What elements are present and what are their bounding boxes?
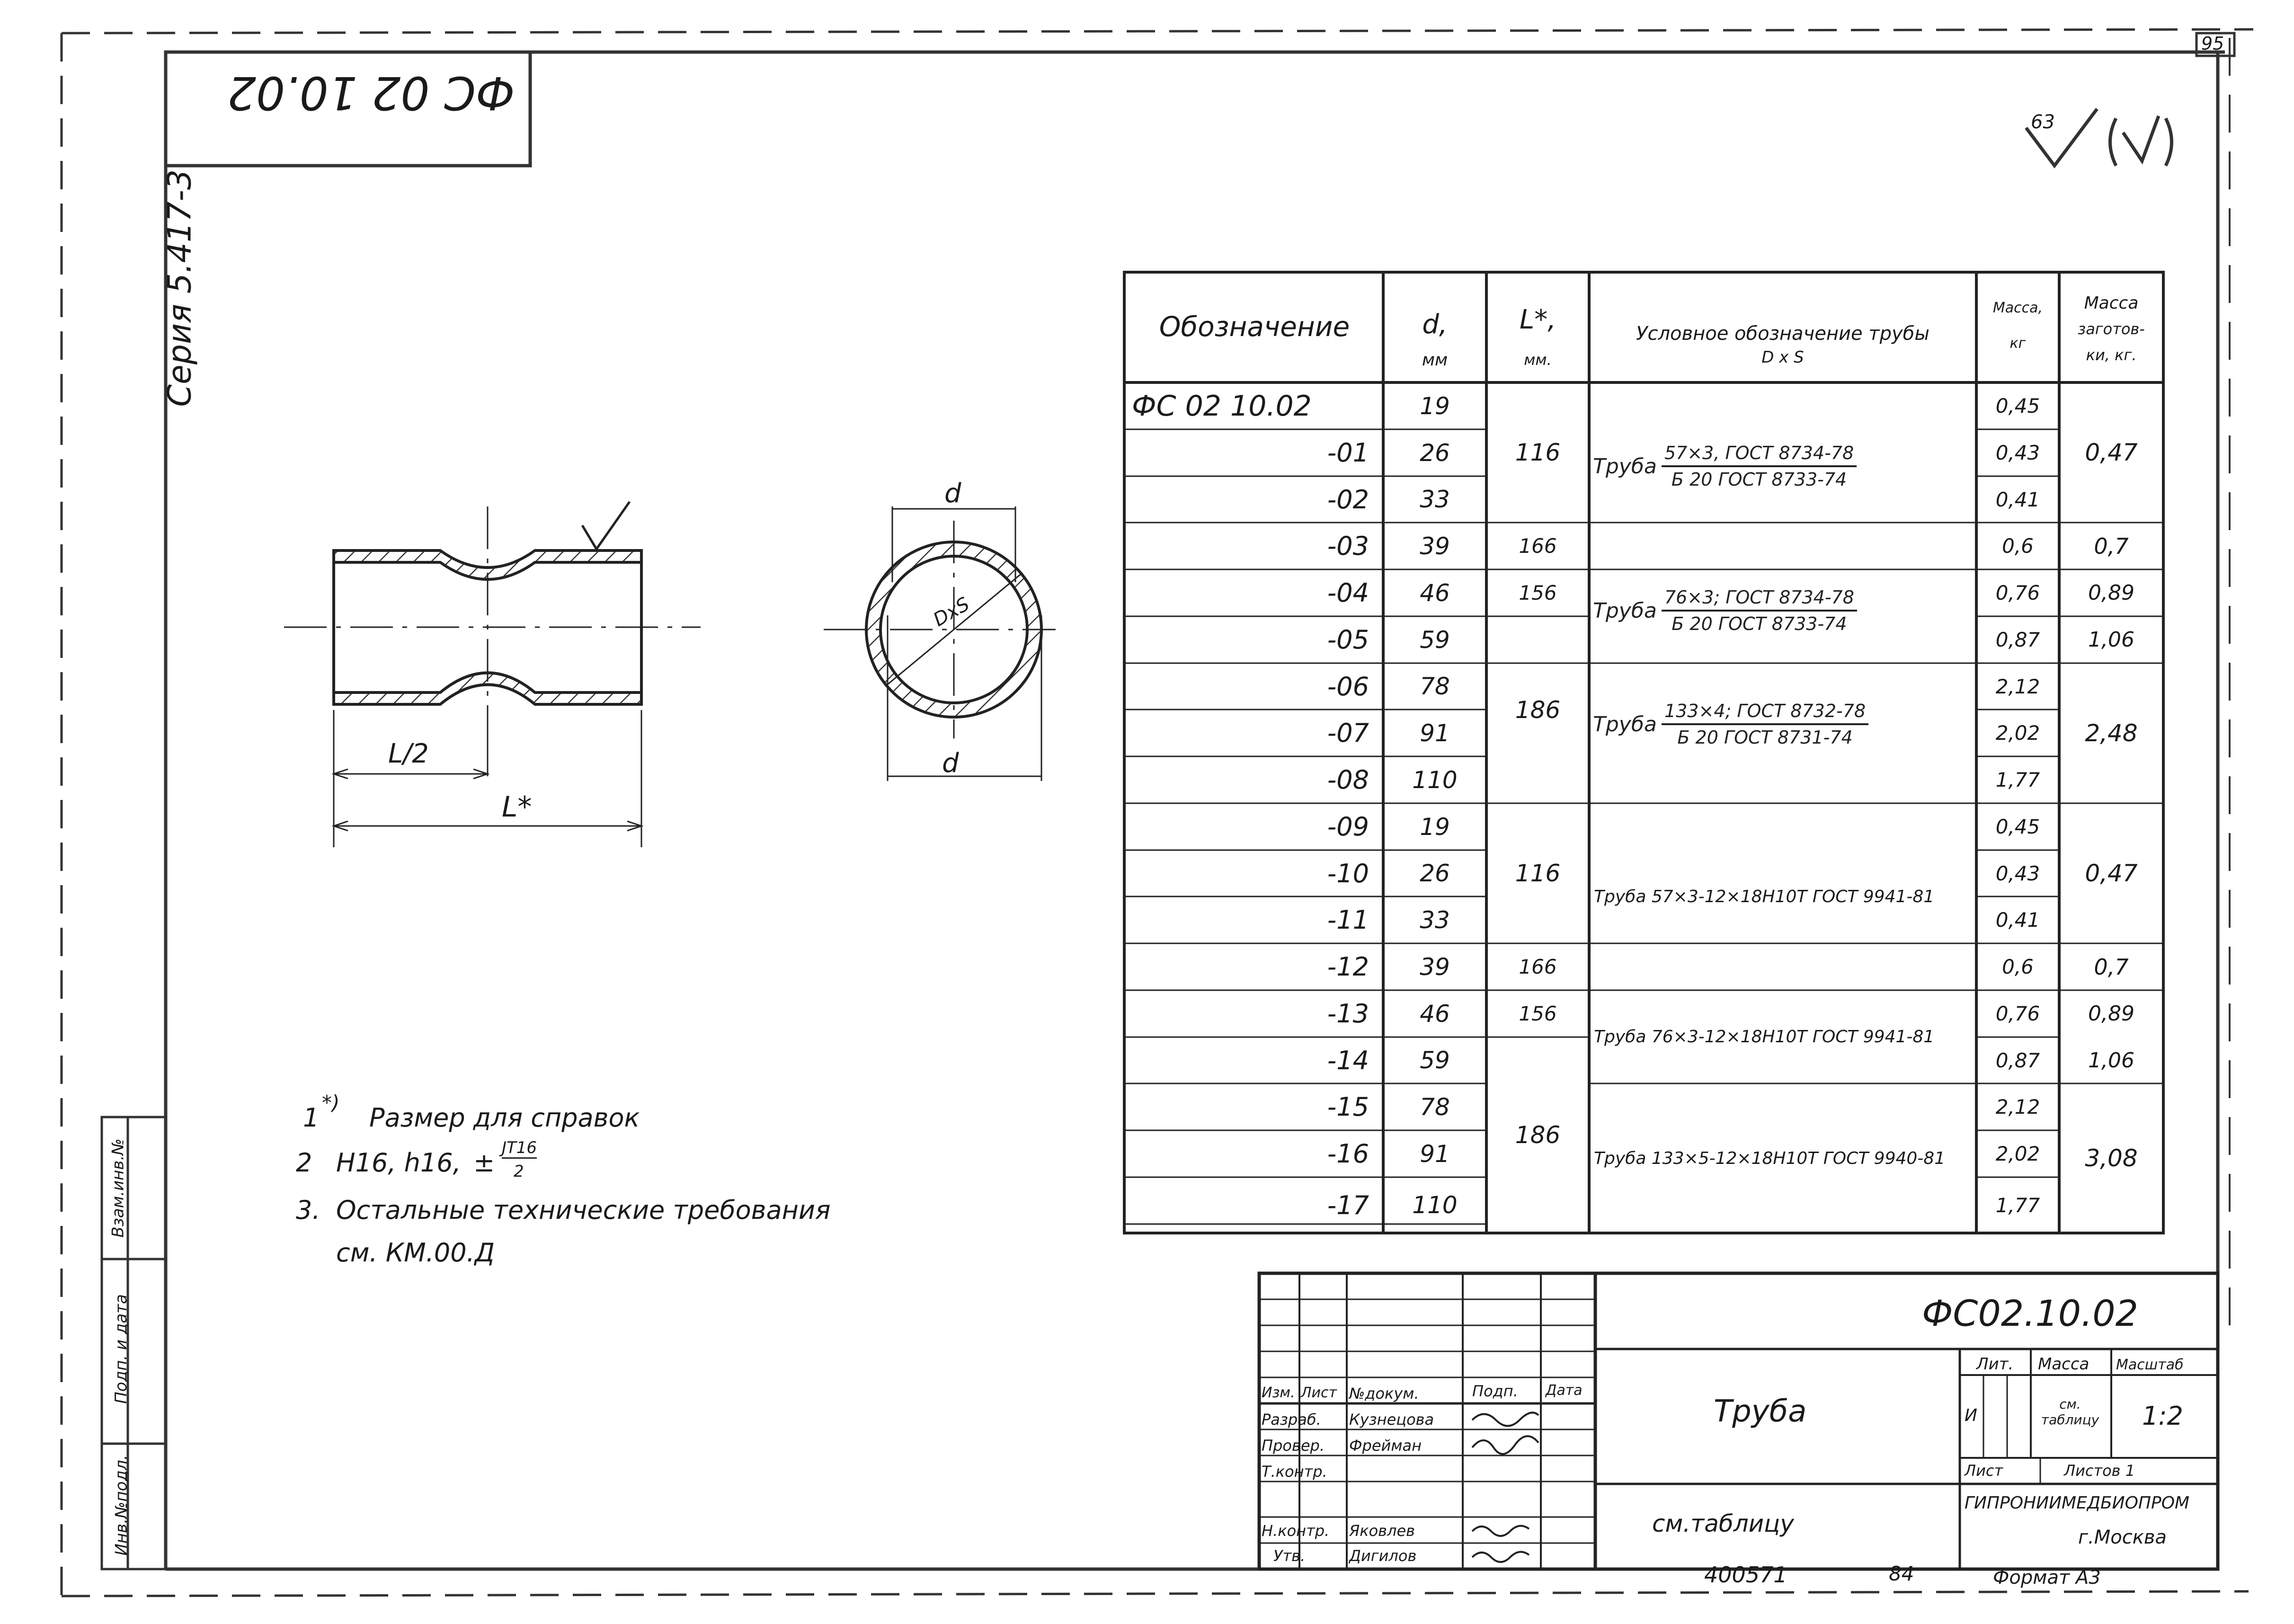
header-pipe-line1: Условное обозначение трубы [1636,323,1929,345]
role-tcontrol: Т.контр. [1262,1463,1327,1481]
lit-label: Лит. [1976,1355,2014,1374]
scale-label: Масштаб [2116,1357,2184,1373]
row-mass: 0,45 [1995,815,2040,838]
header-blank-mass-2: заготов- [2078,320,2145,338]
row-d: 33 [1420,486,1450,513]
col-izm: Изм. [1262,1384,1295,1401]
side-label-zam: Взам.инв.№ [108,1138,128,1238]
note-1-star: *) [322,1091,340,1114]
row-mass: 0,87 [1995,1048,2040,1072]
header-d-unit: мм [1422,350,1448,370]
note-3-cont: см. КМ.00.Д [336,1238,495,1268]
row-mass: 1,77 [1995,1193,2040,1217]
side-label-sign: Подп. и дата [111,1294,131,1404]
material: см.таблицу [1652,1510,1794,1537]
dim-l: L* [502,790,532,824]
row-designation: -12 [1327,952,1369,982]
pipe-group-6: Труба 133×5-12×18Н10Т ГОСТ 9940-81 [1594,1148,1946,1168]
row-designation: -03 [1327,531,1369,561]
row-d: 26 [1420,439,1450,467]
row-designation: -11 [1327,905,1369,935]
mass-value: см. таблицу [2041,1396,2099,1428]
row-mass: 0,43 [1995,861,2040,885]
l-group: 156 [1519,1002,1557,1025]
header-blank-mass-1: Масса [2084,293,2139,313]
row-designation: -04 [1327,578,1369,608]
bottom-mark: 84 [1889,1562,1914,1585]
side-label-inv: Инв.№подл. [112,1455,131,1556]
row-d: 78 [1420,1093,1450,1121]
blank-mass-group: 2,48 [2085,719,2138,747]
row-mass: 0,6 [2002,955,2034,978]
dim-dxs: DxS [929,593,974,631]
pipe-group-2 [1593,587,1857,634]
doc-code: ФС02.10.02 [1922,1292,2138,1334]
format-label: Формат А3 [1993,1567,2101,1589]
col-list: Лист [1301,1384,1337,1401]
row-d: 46 [1420,1000,1450,1028]
row-mass: 0,76 [1995,581,2040,604]
row-designation: -02 [1327,484,1369,515]
row-designation: -15 [1327,1092,1369,1122]
l-group: 166 [1519,955,1557,978]
row-designation: -13 [1327,999,1369,1029]
row-d: 110 [1412,766,1458,794]
mass-label: Масса [2038,1355,2089,1374]
header-mass: Масса, [1992,299,2043,316]
row-mass: 0,76 [1995,1002,2040,1025]
row-d: 59 [1420,1047,1450,1074]
row-d: 39 [1420,953,1450,981]
scale-value: 1:2 [2142,1401,2183,1431]
row-designation: ФС 02 10.02 [1132,389,1312,423]
note-2-num: 2 [296,1148,312,1178]
header-blank-mass-3: ки, кг. [2086,346,2137,364]
row-d: 91 [1420,1140,1450,1168]
blank-mass-group: 3,08 [2085,1145,2138,1172]
name-developer: Кузнецова [1349,1411,1434,1429]
pipe-numerator: 57×3, ГОСТ 8734-78 [1662,443,1857,467]
note-1-text: Размер для справок [369,1103,640,1133]
row-designation: -16 [1327,1139,1369,1169]
row-mass: 0,41 [1995,488,2040,511]
blank-mass-group: 0,89 [2088,1002,2134,1026]
l-group: 156 [1519,581,1557,604]
header-d: d, [1422,309,1448,340]
row-designation: -14 [1327,1045,1369,1075]
note-1-num: 1 [303,1103,320,1133]
header-designation: Обозначение [1159,311,1350,343]
dim-d-top: d [944,478,961,509]
pipe-numerator: 76×3; ГОСТ 8734-78 [1662,587,1857,612]
blank-mass-group: 1,06 [2088,1048,2134,1073]
organization: ГИПРОНИИМЕДБИОПРОМ [1965,1493,2190,1513]
role-approved: Утв. [1273,1547,1306,1565]
dim-l-half: L/2 [388,738,429,769]
l-group: 166 [1519,534,1557,558]
header-l-unit: мм. [1524,351,1552,369]
blank-mass-group: 1,06 [2088,628,2134,652]
row-d: 78 [1420,673,1450,700]
note-2-frac-num: JT16 [502,1138,537,1159]
pipe-cross-section [824,506,1056,781]
name-approver: Дигилов [1349,1547,1417,1565]
pipe-group-3 [1593,701,1868,748]
blank-mass-group: 0,7 [2094,954,2129,980]
l-group: 116 [1515,439,1561,466]
row-designation: -05 [1327,625,1369,655]
l-group: 186 [1515,1121,1561,1149]
row-mass: 0,6 [2002,534,2034,558]
signatures [1472,1412,1538,1562]
role-checked: Провер. [1262,1437,1325,1455]
series-label: Серия 5.417-3 [161,169,199,407]
row-designation: -08 [1327,765,1369,795]
row-mass: 0,45 [1995,394,2040,417]
pipe-label: Труба [1593,712,1657,737]
row-mass: 2,02 [1995,1142,2040,1165]
corner-number: 95 [2201,33,2224,54]
row-designation: -07 [1327,718,1369,748]
row-mass: 1,77 [1995,768,2040,791]
row-d: 19 [1420,392,1450,420]
row-designation: -09 [1327,812,1369,842]
lit-value: И [1965,1406,1977,1425]
blank-mass-group: 0,7 [2094,533,2129,559]
header-l: L*, [1520,304,1556,335]
blank-mass-group: 0,47 [2085,860,2138,887]
pipe-denominator: Б 20 ГОСТ 8733-74 [1671,469,1847,490]
blank-mass-group: 0,89 [2088,581,2134,605]
col-doc: №докум. [1349,1384,1419,1402]
part-name: Труба [1714,1394,1807,1429]
pipe-label: Труба [1593,598,1657,623]
row-mass: 2,12 [1995,674,2040,698]
roughness-value: 63 [2031,111,2055,133]
row-mass: 2,02 [1995,721,2040,745]
role-developed: Разраб. [1262,1411,1321,1429]
bottom-number: 400571 [1704,1562,1787,1588]
name-ncontrol: Яковлев [1349,1522,1415,1540]
row-mass: 0,41 [1995,908,2040,932]
pipe-denominator: Б 20 ГОСТ 8731-74 [1677,727,1853,748]
row-d: 46 [1420,579,1450,607]
pipe-numerator: 133×4; ГОСТ 8732-78 [1662,701,1868,725]
l-group: 186 [1515,696,1561,724]
col-sign: Подп. [1472,1382,1518,1400]
col-date: Дата [1546,1382,1583,1399]
sheets-label: Листов 1 [2064,1462,2135,1480]
header-mass-unit: кг [2009,335,2026,352]
name-checker: Фрейман [1349,1437,1422,1455]
city: г.Москва [2078,1526,2167,1548]
top-stamp-code: ФС 02 10.02 [227,66,515,119]
row-designation: -01 [1327,438,1369,468]
row-d: 39 [1420,532,1450,560]
sheet-label: Лист [1965,1462,2003,1480]
note-3-num: 3. [296,1195,320,1225]
row-d: 26 [1420,860,1450,887]
row-d: 59 [1420,626,1450,654]
row-d: 91 [1420,719,1450,747]
note-3-text: Остальные технические требования [336,1195,831,1225]
role-ncontrol: Н.контр. [1262,1522,1330,1540]
row-d: 19 [1420,813,1450,841]
pipe-denominator: Б 20 ГОСТ 8733-74 [1672,613,1847,634]
row-mass: 0,43 [1995,441,2040,464]
row-designation: -17 [1327,1190,1369,1220]
note-2-frac-den: 2 [514,1162,524,1181]
blank-mass-group: 0,47 [2085,439,2138,466]
pipe-group-4: Труба 57×3-12×18Н10Т ГОСТ 9941-81 [1594,887,1935,906]
row-d: 110 [1412,1191,1458,1219]
note-2-pm: ± [473,1148,495,1178]
note-2-text: H16, h16, [336,1148,461,1178]
pipe-label: Труба [1593,454,1657,479]
row-mass: 2,12 [1995,1095,2040,1118]
row-mass: 0,87 [1995,628,2040,651]
row-designation: -10 [1327,858,1369,888]
pipe-side-view [284,502,701,847]
row-d: 33 [1420,906,1450,934]
pipe-group-5: Труба 76×3-12×18Н10Т ГОСТ 9941-81 [1594,1027,1935,1047]
l-group: 116 [1515,860,1561,887]
header-pipe-line2: D x S [1761,348,1804,367]
row-designation: -06 [1327,671,1369,701]
dim-d-bottom: d [942,748,959,779]
pipe-group-1 [1593,443,1857,490]
